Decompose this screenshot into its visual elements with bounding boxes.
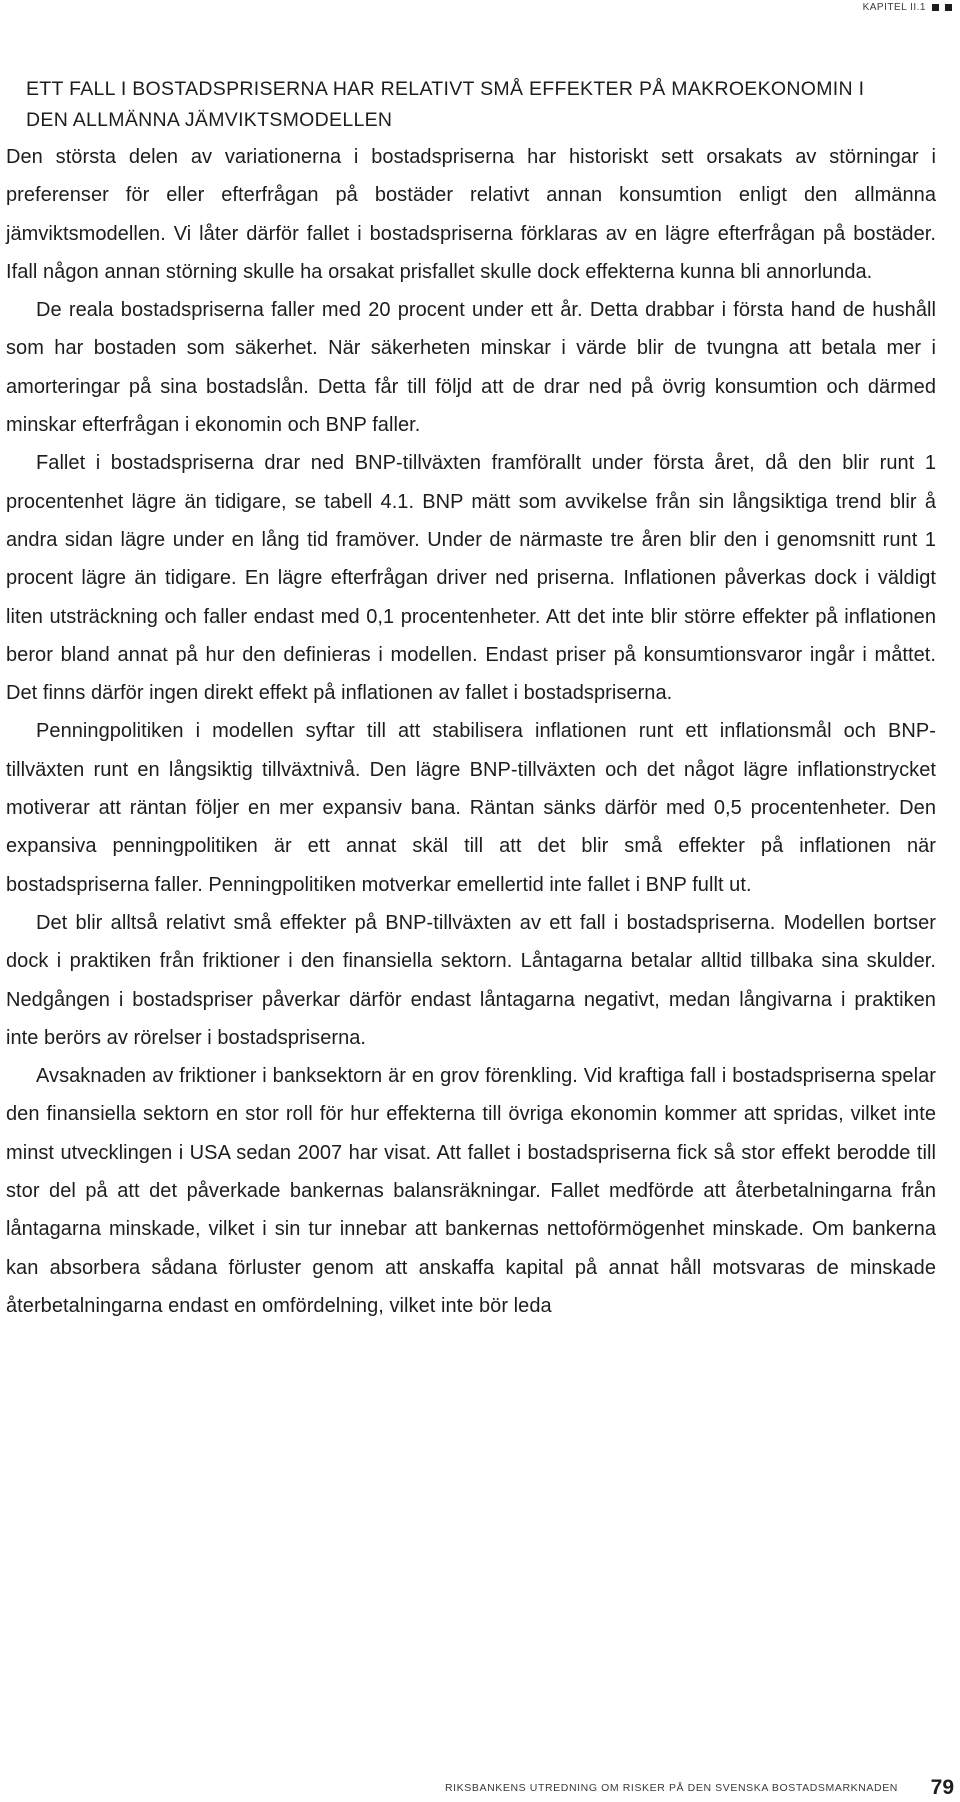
square-marker-icon bbox=[932, 4, 939, 11]
paragraph-1: Den största delen av variationerna i bostadspriserna har historiskt sett orsakats av störningar i preferenser för eller efterfrågan på bostäder relativt annan konsumtion enligt den allmänna jämviktsmodellen. Vi låter därför fallet i bostadspriserna förklaras av en lägre efterfrågan på bostäder. Ifall någon annan störning skulle ha orsakat prisfallet skulle dock effekterna kunna bli annorlunda. bbox=[6, 146, 936, 283]
page-number: 79 bbox=[930, 1776, 954, 1799]
paragraph-5: Det blir alltså relativt små effekter på BNP-tillväxten av ett fall i bostadspriserna. Modellen bortser dock i praktiken från friktioner i den finansiella sektorn. Låntagarna betalar alltid tillbaka sina skulder. Nedgången i bostadspriser påverkar därför endast låntagarna negativt, medan långivarna i praktiken inte berörs av rörelser i bostadspriserna. bbox=[6, 911, 936, 1049]
square-marker-icon bbox=[945, 4, 952, 11]
page-footer bbox=[0, 1752, 960, 1802]
section-heading-line-2: DEN ALLMÄNNA JÄMVIKTSMODELLEN bbox=[26, 109, 393, 131]
section-heading bbox=[6, 74, 936, 136]
paragraph-3: Fallet i bostadspriserna drar ned BNP-tillväxten framförallt under första året, då den blir runt 1 procentenhet lägre än tidigare, se tabell 4.1. BNP mätt som avvikelse från sin långsiktiga trend blir å andra sidan lägre under en lång tid framöver. Under de närmaste tre åren blir den i genomsnitt runt 1 procent lägre än tidigare. En lägre efterfrågan driver ned priserna. Inflationen påverkas dock i väldigt liten utsträckning och faller endast med 0,1 procentenheter. Att det inte blir större effekter på inflationen beror bland annat på hur den definieras i modellen. Endast priser på konsumtionsvaror ingår i måttet. Det finns därför ingen direkt effekt på inflationen av fallet i bostadspriserna. bbox=[6, 452, 936, 705]
paragraph-2: De reala bostadspriserna faller med 20 procent under ett år. Detta drabbar i första hand de hushåll som har bostaden som säkerhet. När säkerheten minskar i värde blir de tvungna att betala mer i amorteringar på sina bostadslån. Detta får till följd att de drar ned på övrig konsumtion och därmed minskar efterfrågan i ekonomin och BNP faller. bbox=[6, 299, 936, 437]
page-body bbox=[6, 74, 936, 1325]
section-heading-line-1: ETT FALL I BOSTADSPRISERNA HAR RELATIVT SMÅ EFFEKTER PÅ MAKROEKONOMIN I bbox=[26, 78, 865, 100]
paragraph-6: Avsaknaden av friktioner i banksektorn är en grov förenkling. Vid kraftiga fall i bostadspriserna spelar den finansiella sektorn en stor roll för hur effekterna till övriga ekonomin kommer att spridas, vilket inte minst utvecklingen i USA sedan 2007 har visat. Att fallet i bostadspriserna fick så stor effekt berodde till stor del på att det påverkade bankernas balansräkningar. Fallet medförde att återbetalningarna från låntagarna minskade, vilket i sin tur innebar att bankernas nettoförmögenhet minskade. Om bankerna kan absorbera sådana förluster genom att anskaffa kapital på annat håll motsvaras de minskade återbetalningarna endast en omfördelning, vilket inte bör leda bbox=[6, 1065, 936, 1317]
paragraph-4: Penningpolitiken i modellen syftar till att stabilisera inflationen runt ett inflationsmål och BNP-tillväxten runt en långsiktig tillväxtnivå. Den lägre BNP-tillväxten och det något lägre inflationstrycket motiverar att räntan följer en mer expansiv bana. Räntan sänks därför med 0,5 procentenheter. Den expansiva penningpolitiken är ett annat skäl till att det blir små effekter på inflationen när bostadspriserna faller. Penningpolitiken motverkar emellertid inte fallet i BNP fullt ut. bbox=[6, 720, 936, 896]
footer-runner: RIKSBANKENS UTREDNING OM RISKER PÅ DEN SVENSKA BOSTADSMARKNADEN bbox=[444, 1782, 898, 1794]
chapter-label: KAPITEL II.1 bbox=[862, 1, 926, 13]
running-header bbox=[863, 0, 952, 14]
